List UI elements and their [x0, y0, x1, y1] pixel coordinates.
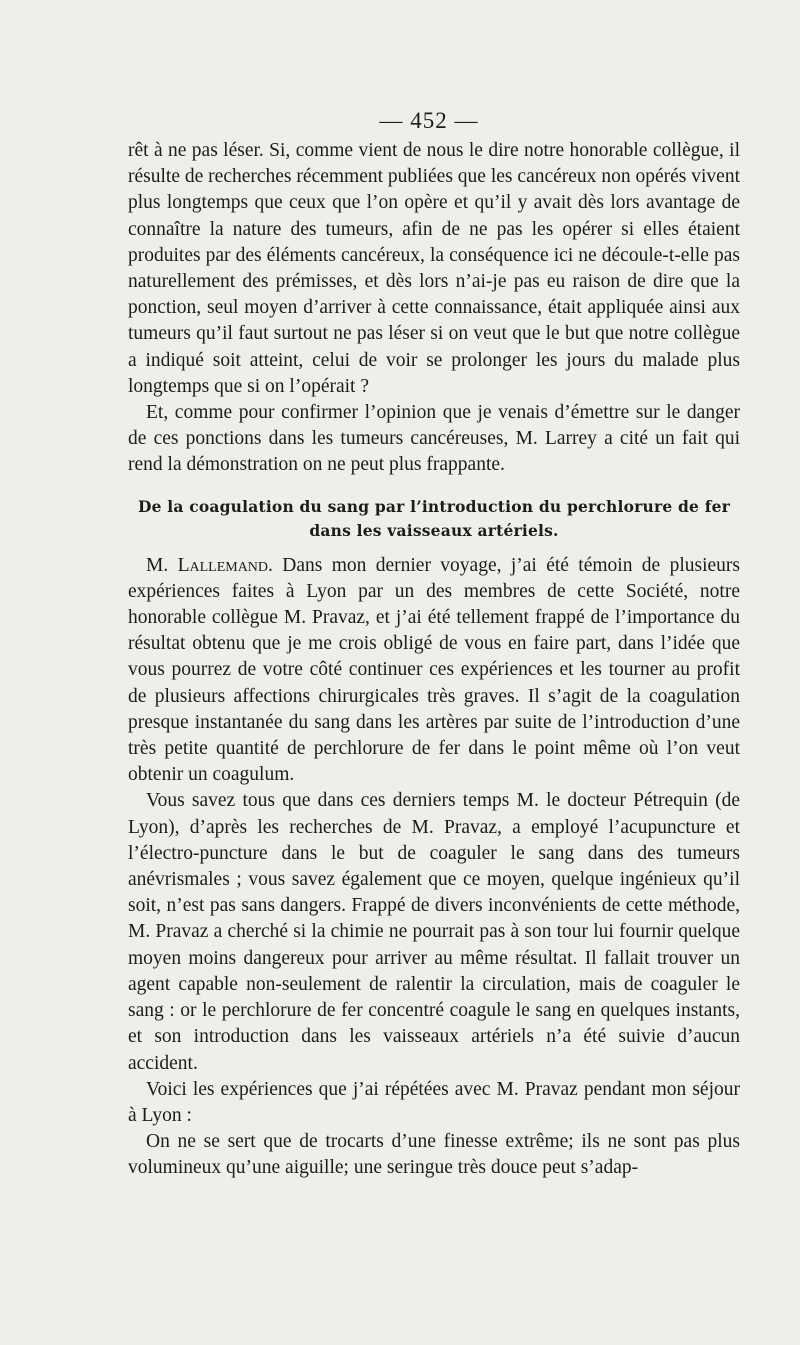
- body-text: [128, 138, 740, 1182]
- paragraph-petrequin: Vous savez tous que dans ces derniers temps M. le docteur Pétrequin (de Lyon), d’après les recherches de M. Pravaz, a employé l’acupuncture et l’électro-puncture dans le but de coaguler le sang dans des tumeurs anévrismales ; vous savez également que ce moyen, quelque ingénieux qu’il soit, n’est pas sans dangers. Frappé de divers inconvénients de cette méthode, M. Pravaz a cherché si la chimie ne pourrait pas à son tour lui fournir quelque moyen moins dangereux pour arriver au même résultat. Il fallait trouver un agent capable non-seulement de ralentir la circulation, mais de coaguler le sang : or le perchlorure de fer concentré coagule le sang en quelques instants, et son introduction dans les vaisseaux artériels n’a été suivie d’aucun accident.: [128, 790, 740, 1074]
- paragraph-experiences: Voici les expériences que j’ai répétées avec M. Pravaz pendant mon séjour à Lyon :: [128, 1078, 740, 1126]
- paragraph-lallemand: [128, 553, 740, 789]
- page-number: — 452 —: [379, 108, 479, 133]
- paragraph-larrey: Et, comme pour confirmer l’opinion que je venais d’émettre sur le danger de ces ponctions dans les tumeurs cancéreuses, M. Larrey a cité un fait qui rend la démonstration on ne peut plus frappante.: [128, 402, 740, 476]
- paragraph-continuation: rêt à ne pas léser. Si, comme vient de nous le dire notre honorable collègue, il résulte de recherches récemment publiées que les cancéreux non opérés vivent plus longtemps que ceux que l’on opère et qu’il y avait dès lors avantage de connaître la nature des tumeurs, afin de ne pas les opérer si elles étaient produites par des éléments cancéreux, la conséquence ici ne découle-t-elle pas naturellement des prémisses, et dès lors n’ai-je pas eu raison de dire que la ponction, seul moyen d’arriver à cette connaissance, était appliquée ainsi aux tumeurs qu’il faut surtout ne pas léser si on veut que le but que notre collègue a indiqué soit atteint, celui de voir se prolonger les jours du malade plus longtemps que si on l’opérait ?: [128, 140, 740, 397]
- section-heading: De la coagulation du sang par l’introduction du perchlorure de fer dans les vaisseaux artériels.: [137, 496, 730, 540]
- speaker-speech: Dans mon dernier voyage, j’ai été témoin de plusieurs expériences faites à Lyon par un des membres de cette Société, notre honorable collègue M. Pravaz, et j’ai été tellement frappé de l’importance du résultat obtenu que je me crois obligé de vous en faire part, dans l’idée que vous pourrez de votre côté continuer ces expériences et les tourner au profit de plusieurs affections chirurgicales très graves. Il s’agit de la coagulation presque instantanée du sang dans les artères par suite de l’introduction d’une très petite quantité de perchlorure de fer dans le point même où l’on veut obtenir un coagulum.: [128, 554, 740, 786]
- paragraph-trocarts: On ne se sert que de trocarts d’une finesse extrême; ils ne sont pas plus volumineux qu’une aiguille; une seringue très douce peut s’adap-: [128, 1131, 740, 1179]
- speaker-name: M. Lallemand.: [146, 554, 273, 576]
